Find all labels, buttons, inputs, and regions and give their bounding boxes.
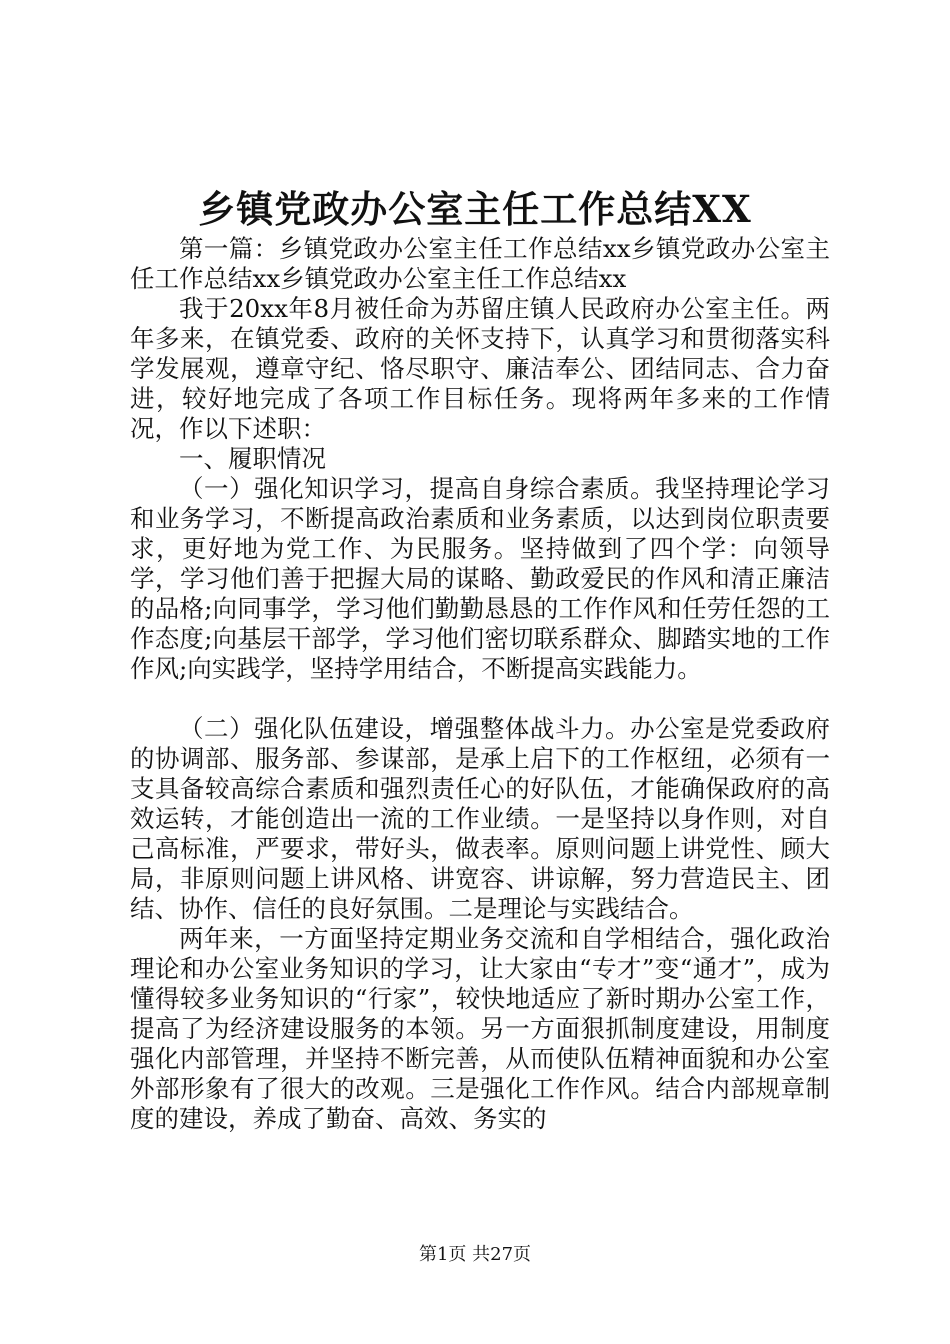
paragraph-two-years: 两年来，一方面坚持定期业务交流和自学相结合，强化政治理论和办公室业务知识的学习，让大家由“专才”变“通才”，成为懂得较多业务知识的“行家”，较快地适应了新时期办公室工作，提高了为经济建设服务的本领。另一方面狠抓制度建设，用制度强化内部管理，并坚持不断完善，从而使队伍精神面貌和办公室外部形象有了很大的改观。三是强化工作作风。结合内部规章制度的建设，养成了勤奋、高效、务实的: [130, 924, 830, 1133]
paragraph-intro: 第一篇：乡镇党政办公室主任工作总结xx乡镇党政办公室主任工作总结xx乡镇党政办公室主任工作总结xx: [130, 234, 830, 293]
document-body: [130, 234, 830, 1134]
page-footer: 第1页 共27页: [418, 1244, 532, 1265]
paragraph-team: （二）强化队伍建设，增强整体战斗力。办公室是党委政府的协调部、服务部、参谋部，是承上启下的工作枢纽，必须有一支具备较高综合素质和强烈责任心的好队伍，才能确保政府的高效运转，才能创造出一流的工作业绩。一是坚持以身作则，对自己高标准，严要求，带好头，做表率。原则问题上讲党性、顾大局，非原则问题上讲风格、讲宽容、讲谅解，努力营造民主、团结、协作、信任的良好氛围。二是理论与实践结合。: [130, 714, 830, 923]
paragraph-overview: 我于20xx年8月被任命为苏留庄镇人民政府办公室主任。两年多来，在镇党委、政府的关怀支持下，认真学习和贯彻落实科学发展观，遵章守纪、恪尽职守、廉洁奉公、团结同志、合力奋进，较好地完成了各项工作目标任务。现将两年多来的工作情况，作以下述职：: [130, 294, 830, 443]
document-title: 乡镇党政办公室主任工作总结XX: [198, 187, 752, 231]
paragraph-study: （一）强化知识学习，提高自身综合素质。我坚持理论学习和业务学习，不断提高政治素质和业务素质，以达到岗位职责要求，更好地为党工作、为民服务。坚持做到了四个学：向领导学，学习他们善于把握大局的谋略、勤政爱民的作风和清正廉洁的品格;向同事学，学习他们勤勤恳恳的工作作风和任劳任怨的工作态度;向基层干部学，学习他们密切联系群众、脚踏实地的工作作风;向实践学，坚持学用结合，不断提高实践能力。: [130, 474, 830, 683]
section-heading: 一、履职情况: [179, 444, 326, 473]
